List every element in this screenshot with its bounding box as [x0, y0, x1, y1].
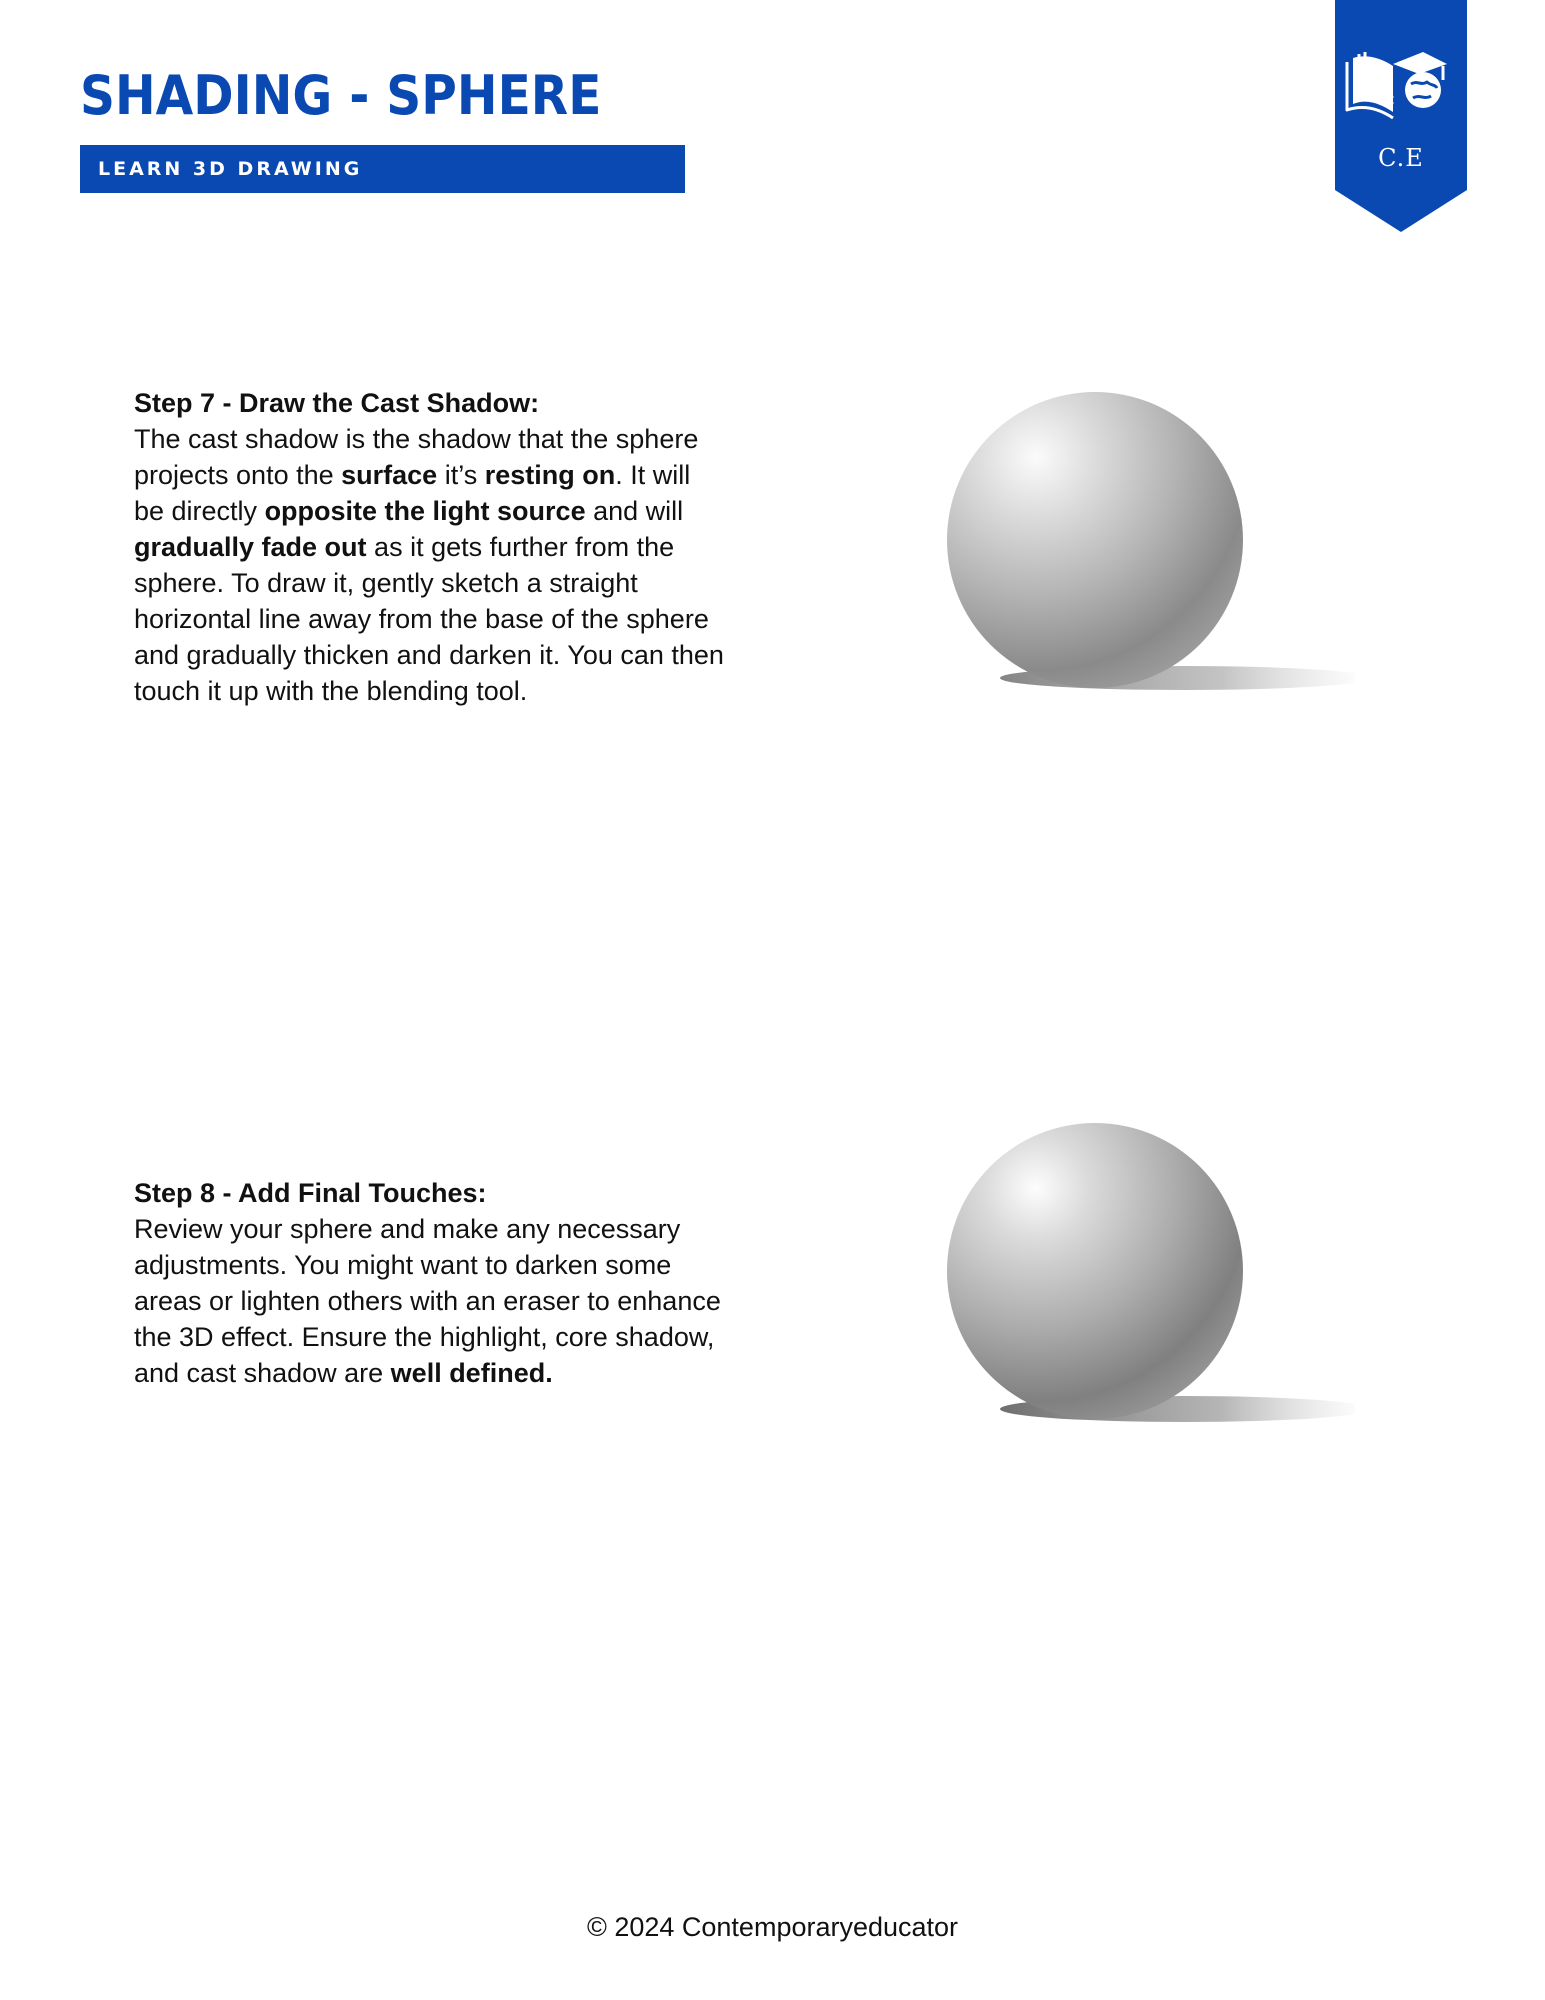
shaded-sphere-icon: [915, 1003, 1355, 1503]
body-text: and will: [585, 496, 684, 526]
step-body: [134, 1211, 724, 1391]
step-heading: Step 8 - Add Final Touches:: [134, 1178, 487, 1208]
page-title: SHADING - SPHERE: [80, 64, 602, 127]
body-text: . It will be directly: [134, 460, 691, 526]
ribbon-banner: [1335, 0, 1467, 232]
body-bold-text: opposite the light source: [264, 496, 586, 526]
body-text: it’s: [437, 460, 485, 490]
sphere-cast-shadow-illustration: [915, 270, 1355, 770]
body-bold-text: resting on: [484, 460, 616, 490]
step-8-block: [134, 1175, 724, 1391]
shaded-sphere-icon: [915, 270, 1355, 770]
copyright-footer: © 2024 Contemporaryeducator: [586, 1912, 959, 1942]
body-bold-text: well defined.: [390, 1358, 553, 1388]
logo-initials: C.E: [1378, 144, 1424, 172]
body-text: as it gets further from the sphere. To draw it, gently sketch a straight horizontal line away from the base of the sphere and gradually thicken and darken it. You can then touch it up with the blending tool.: [134, 532, 724, 706]
body-bold-text: surface: [341, 460, 438, 490]
body-text: Review your sphere and make any necessary adjustments. You might want to darken some areas or lighten others with an eraser to enhance the 3D effect. Ensure the highlight, core shadow, and cast shadow are: [134, 1214, 721, 1388]
step-heading: Step 7 - Draw the Cast Shadow:: [134, 388, 540, 418]
page-subtitle: LEARN 3D DRAWING: [98, 158, 363, 180]
subtitle-bar: [80, 145, 685, 193]
step-body: [134, 421, 724, 709]
body-bold-text: gradually fade out: [134, 532, 367, 562]
sphere-final-illustration: [915, 1003, 1355, 1503]
body-text: The cast shadow is the shadow that the sphere projects onto the: [134, 424, 699, 490]
logo-badge: [1335, 0, 1467, 232]
step-7-block: [134, 385, 724, 709]
